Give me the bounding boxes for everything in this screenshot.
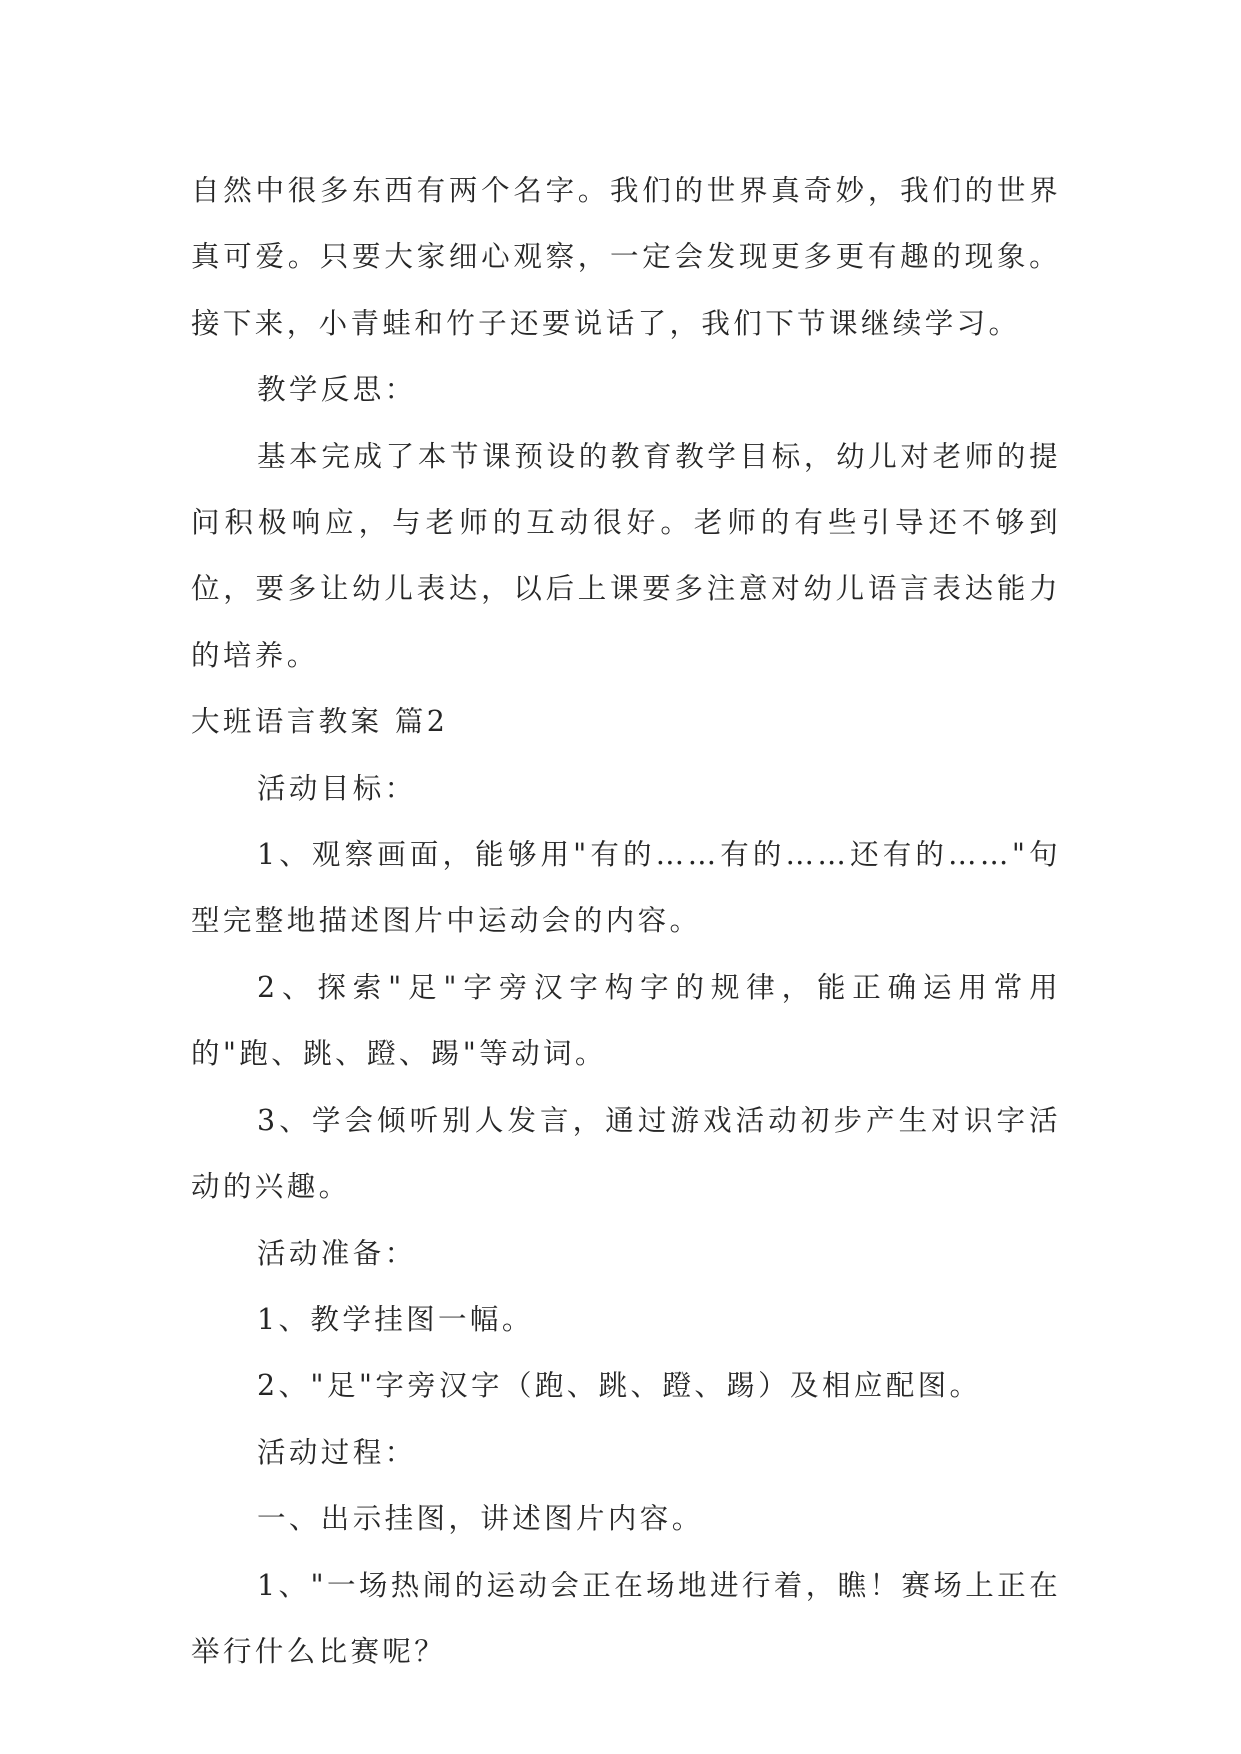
- section-label-activity-preparation: 活动准备：: [257, 1236, 417, 1270]
- lesson-plan-heading: 大班语言教案 篇2: [191, 705, 449, 739]
- section-label-teaching-reflection: 教学反思：: [257, 373, 417, 407]
- document-body: [191, 158, 1061, 1685]
- paragraph-intro-conclusion: 自然中很多东西有两个名字。我们的世界真奇妙，我们的世界真可爱。只要大家细心观察，一定会发现更多更有趣的现象。接下来，小青蛙和竹子还要说话了，我们下节课继续学习。: [191, 174, 1061, 340]
- preparation-item-2: 2、"足"字旁汉字（跑、跳、蹬、踢）及相应配图。: [257, 1369, 982, 1403]
- section-label-activity-goals: 活动目标：: [257, 771, 417, 805]
- section-label-activity-process: 活动过程：: [257, 1435, 417, 1469]
- goal-item-3: 3、学会倾听别人发言，通过游戏活动初步产生对识字活动的兴趣。: [191, 1103, 1061, 1204]
- process-substep-1: 1、"一场热闹的运动会正在场地进行着，瞧！赛场上正在举行什么比赛呢？: [191, 1568, 1061, 1668]
- goal-item-1: 1、观察画面，能够用"有的……有的……还有的……"句型完整地描述图片中运动会的内容。: [191, 838, 1061, 938]
- goal-item-2: 2、探索"足"字旁汉字构字的规律，能正确运用常用的"跑、跳、蹬、踢"等动词。: [191, 970, 1061, 1071]
- process-step-1: 一、出示挂图，讲述图片内容。: [257, 1502, 704, 1536]
- preparation-item-1: 1、教学挂图一幅。: [257, 1302, 534, 1336]
- paragraph-teaching-reflection: 基本完成了本节课预设的教育教学目标，幼儿对老师的提问积极响应，与老师的互动很好。老师的有些引导还不够到位，要多让幼儿表达，以后上课要多注意对幼儿语言表达能力的培养。: [191, 439, 1061, 672]
